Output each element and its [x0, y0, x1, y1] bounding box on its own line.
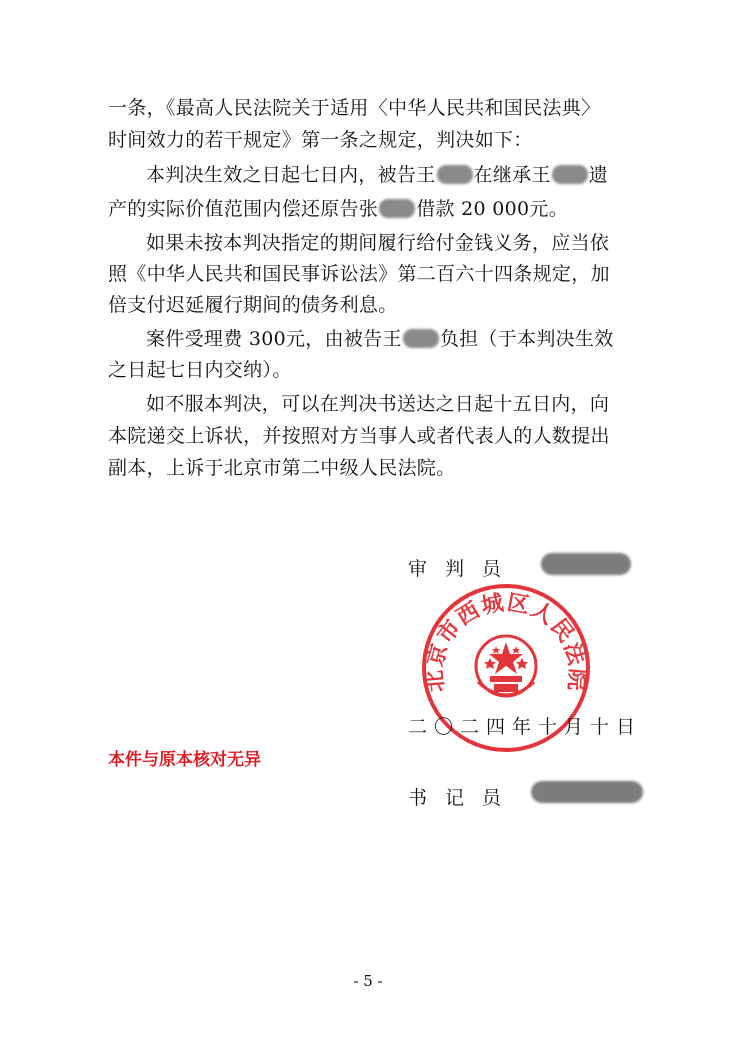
page-number: - 5 - — [353, 972, 383, 990]
clerk-name-redacted — [530, 781, 644, 804]
redaction-mark — [552, 165, 588, 184]
body-text: 负担（于本判决生效 — [439, 328, 614, 350]
judgment-date: 二〇二四年十月十日 — [408, 716, 643, 738]
body-line-10: 如不服本判决，可以在判决书送达之日起十五日内，向 — [146, 393, 610, 415]
body-text: 案件受理费 300元，由被告王 — [146, 328, 402, 350]
redaction-mark — [379, 199, 415, 218]
redaction-mark — [531, 781, 643, 803]
clerk-label: 书记员 — [408, 787, 520, 809]
body-line-6: 照《中华人民共和国民事诉讼法》第二百六十四条规定，加 — [108, 263, 610, 285]
redaction-mark — [437, 165, 473, 184]
body-line-4 — [108, 197, 568, 221]
body-line-7: 倍支付迟延履行期间的债务利息。 — [108, 294, 398, 316]
seal-text: 北京市西城区人民法院 — [421, 589, 591, 694]
national-emblem-icon — [476, 636, 536, 696]
body-text: 借款 20 000元。 — [416, 198, 569, 220]
body-line-8 — [146, 327, 614, 351]
judge-name-redacted — [540, 553, 632, 576]
body-line-1: 一条，《最高人民法院关于适用〈中华人民共和国民法典〉 — [108, 97, 601, 119]
body-text: 在继承王 — [473, 164, 551, 186]
body-line-5: 如果未按本判决指定的期间履行给付金钱义务，应当依 — [146, 232, 610, 254]
redaction-mark — [541, 553, 631, 575]
redaction-mark — [403, 329, 439, 348]
body-line-11: 本院递交上诉状，并按照对方当事人或者代表人的人数提出 — [108, 425, 610, 447]
body-text: 遗 — [588, 164, 609, 186]
body-line-9: 之日起七日内交纳）。 — [108, 359, 292, 381]
body-line-3 — [146, 163, 608, 187]
body-text: 产的实际价值范围内偿还原告张 — [108, 198, 379, 220]
verification-note: 本件与原本核对无异 — [108, 750, 261, 770]
body-line-2: 时间效力的若干规定》第一条之规定，判决如下： — [108, 129, 533, 151]
body-line-12: 副本，上诉于北京市第二中级人民法院。 — [108, 457, 456, 479]
judge-label: 审判员 — [408, 558, 520, 580]
body-text: 本判决生效之日起七日内，被告王 — [146, 164, 436, 186]
